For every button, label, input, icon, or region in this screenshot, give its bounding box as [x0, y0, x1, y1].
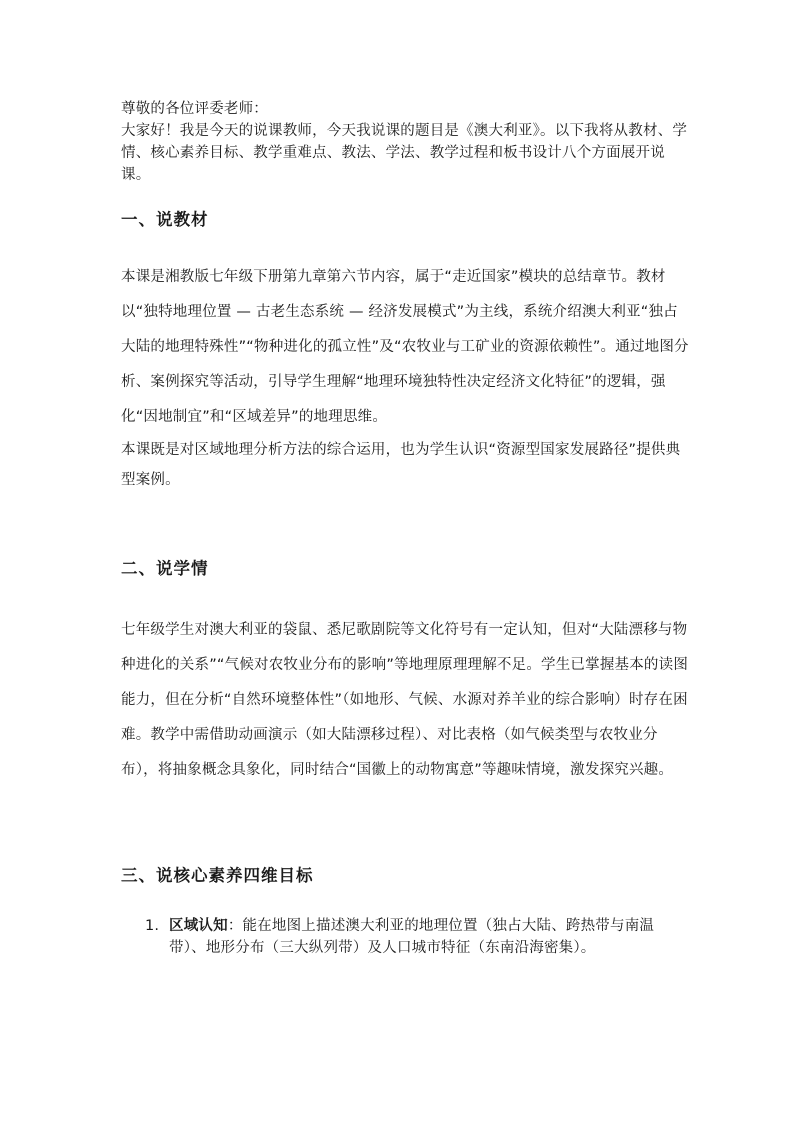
list-item-number: 1.: [145, 918, 160, 934]
learners-paragraph-1: 七年级学生对澳大利亚的袋鼠、悉尼歌剧院等文化符号有一定认知，但对“大陆漂移与物种进化的关系”“气候对农牧业分布的影响”等地理原理理解不足。学生已掌握基本的读图能力，但在分析“自然环境整体性”（如地形、气候、水源对养羊业的综合影响）时存在困难。教学中需借助动画演示（如大陆漂移过程）、对比表格（如气候类型与农牧业分布），将抽象概念具象化，同时结合“国徽上的动物寓意”等趣味情境，激发探究兴趣。: [121, 622, 689, 778]
greeting-block: [121, 98, 689, 186]
section-body-learners: [121, 613, 689, 788]
list-item: [121, 915, 689, 959]
section-heading-learners: 二、说学情: [121, 559, 209, 578]
section-heading-objectives: 三、说核心素养四维目标: [121, 866, 314, 885]
list-item-text: ：能在地图上描述澳大利亚的地理位置（独占大陆、跨热带与南温带）、地形分布（三大纵列带）及人口城市特征（东南沿海密集）。: [169, 918, 655, 956]
section-body-textbook: [121, 260, 689, 495]
intro-paragraph: 大家好！我是今天的说课教师，今天我说课的题目是《澳大利亚》。以下我将从教材、学情、核心素养目标、教学重难点、教法、学法、教学过程和板书设计八个方面展开说课。: [121, 123, 688, 183]
textbook-paragraph-1: 本课是湘教版七年级下册第九章第六节内容，属于“走近国家”模块的总结章节。教材以“独特地理位置 — 古老生态系统 — 经济发展模式”为主线，系统介绍澳大利亚“独占大陆的地理特殊性”“物种进化的孤立性”及“农牧业与工矿业的资源依赖性”。通过地图分析、案例探究等活动，引导学生理解“地理环境独特性决定经济文化特征”的逻辑，强化“因地制宜”和“区域差异”的地理思维。: [121, 269, 689, 425]
list-item-term: 区域认知: [169, 918, 228, 934]
section-heading-textbook: 一、说教材: [121, 210, 209, 229]
objectives-list: [121, 915, 689, 959]
textbook-paragraph-2: 本课既是对区域地理分析方法的综合运用，也为学生认识“资源型国家发展路径”提供典型案例。: [121, 442, 681, 488]
salutation: 尊敬的各位评委老师：: [121, 101, 268, 117]
